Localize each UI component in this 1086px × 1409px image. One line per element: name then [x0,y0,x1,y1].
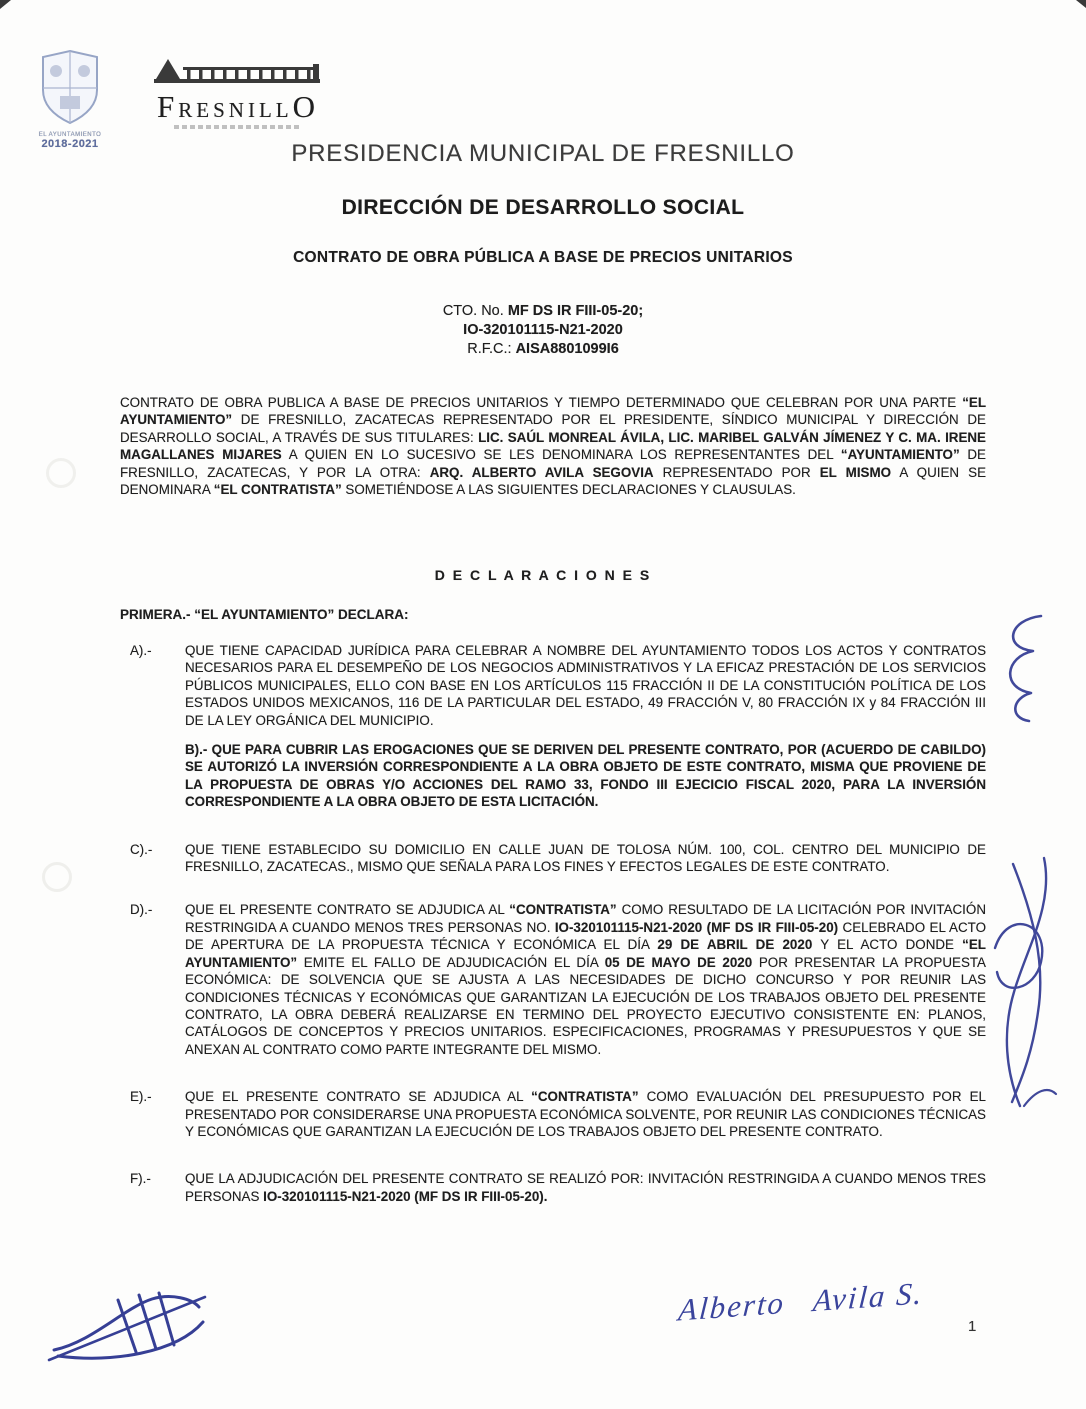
rfc-line: R.F.C.: AISA8801099I6 [467,341,619,357]
item-label: E).- [130,1089,152,1105]
fresnillo-logo [148,56,328,129]
item-label [130,741,185,811]
item-text: QUE EL PRESENTE CONTRATO SE ADJUDICA AL “CONTRATISTA” COMO RESULTADO DE LA LICITACIÓN POR INVITACIÓN RESTRINGIDA A CUANDO MENOS TRES PERSONAS NO. IO-320101115-N21-2020 (MF DS IR FIII-05-20) CELEBRADO EL ACTO DE APERTURA DE LA PROPUESTA TÉCNICA Y ECONÓMICA EL DÍA 29 DE ABRIL DE 2020 Y EL ACTO DONDE “EL AYUNTAMIENTO” EMITE EL FALLO DE ADJUDICACIÓN EL DÍA 05 DE MAYO DE 2020 POR PRESENTAR LA PROPUESTA ECONÓMICA: DE SOLVENCIA QUE SE AJUSTA A LAS NECESIDADES DE DICHO CONCURSO Y POR REUNIR LAS CONDICIONES TÉCNICAS Y ECONÓMICAS QUE GARANTIZAN LA EJECUCIÓN DE LOS TRABAJOS OBJETO DEL PRESENTE CONTRATO, LA OBRA DEBERÁ REALIZARSE EN TERMINO DEL PROYECTO EJECUTIVO CONSISTENTE EN: PLANOS, CATÁLOGOS DE CONCEPTOS Y PRECIOS UNITARIOS. ESPECIFICACIONES, PROGRAMAS Y PRESUPUESTOS Y QUE SE ANEXAN AL CONTRATO COMO PARTE INTEGRANTE DEL MISMO. [185,902,987,1057]
primera-heading: PRIMERA.- “EL AYUNTAMIENTO” DECLARA: [120,607,409,622]
page-number: 1 [968,1318,977,1335]
tender-number-line: IO-320101115-N21-2020 [463,322,623,338]
declaration-item-e [130,1088,986,1140]
crest-years: 2018-2021 [41,138,99,150]
declaration-item-f [130,1170,986,1205]
scan-corner-mark-right [1076,0,1086,8]
logo-tagline-illegible [174,125,302,129]
signature-last-name: Avila S. [811,1275,925,1319]
intro-paragraph: CONTRATO DE OBRA PUBLICA A BASE DE PRECIOS UNITARIOS Y TIEMPO DETERMINADO QUE CELEBRAN POR UNA PARTE “EL AYUNTAMIENTO” DE FRESNILLO, ZACATECAS REPRESENTADO POR EL PRESIDENTE, SÍNDICO MUNICIPAL Y DIRECCIÓN DE DESARROLLO SOCIAL, A TRAVÉS DE SUS TITULARES: LIC. SAÚL MONREAL ÁVILA, LIC. MARIBEL GALVÁN JÍMENEZ Y C. MA. IRENE MAGALLANES MIJARES A QUIEN EN LO SUCESIVO SE LES DENOMINARA LOS REPRESENTANTES DEL “AYUNTAMIENTO” DE FRESNILLO, ZACATECAS, Y POR LA OTRA: ARQ. ALBERTO AVILA SEGOVIA REPRESENTADO POR EL MISMO A QUIEN SE DENOMINARA “EL CONTRATISTA” SOMETIÉNDOSE A LAS SIGUIENTES DECLARACIONES Y CLAUSULAS. [120,395,986,498]
item-text: QUE TIENE CAPACIDAD JURÍDICA PARA CELEBRAR A NOMBRE DEL AYUNTAMIENTO TODOS LOS ACTOS Y CONTRATOS NECESARIOS PARA EL DESEMPEÑO DE LOS NEGOCIOS ADMINISTRATIVOS Y LA EFICAZ PRESTACIÓN DE LOS SERVICIOS PÚBLICOS MUNICIPALES, ELLO CON BASE EN LOS ARTÍCULOS 115 FRACCIÓN II DE LA CONSTITUCIÓN POLÍTICA DE LOS ESTADOS UNIDOS MEXICANOS, 116 DE LA PARTICULAR DEL ESTADO, 49 FRACCIÓN V, 80 FRACCIÓN IX y 84 FRACCIÓN III DE LA LEY ORGÁNICA DEL MUNICIPIO. [185,643,986,728]
fresnillo-wordmark [148,91,328,122]
building-silhouette-icon [153,56,323,84]
signature-first-name: Alberto [677,1284,787,1328]
item-label: C).- [130,841,153,857]
item-text: QUE TIENE ESTABLECIDO SU DOMICILIO EN CALLE JUAN DE TOLOSA NÚM. 100, COL. CENTRO DEL MUNICIPIO DE FRESNILLO, ZACATECAS., MISMO QUE SEÑALA PARA LOS FINES Y EFECTOS LEGALES DE ESTE CONTRATO. [185,841,986,875]
punch-hole-artifact [46,458,76,488]
item-label: A).- [130,643,152,658]
contract-number-line: CTO. No. MF DS IR FIII-05-20; [442,303,644,319]
margin-scribble-icon [1010,616,1041,721]
contractor-signature [677,1271,979,1328]
item-text: QUE EL PRESENTE CONTRATO SE ADJUDICA AL “CONTRATISTA” COMO EVALUACIÓN DEL PRESUPUESTO POR EL PRESENTADO POR CONSIDERARSE UNA PROPUESTA ECONÓMICA SOLVENTE, POR REUNIR LAS CONDICIONES TÉCNICAS Y ECONÓMICAS QUE GARANTIZAN LA EJECUCIÓN DE LOS TRABAJOS OBJETO DEL PRESENTE CONTRATO. [185,1089,986,1139]
contract-number-block [0,302,1086,359]
department-heading: DIRECCIÓN DE DESARROLLO SOCIAL [341,196,745,219]
wordmark-letter-o: O [292,89,319,124]
wordmark-letter-f: F [157,89,179,124]
wordmark-middle: RESNILL [178,98,293,122]
declaration-item-a [130,642,986,729]
punch-hole-artifact [42,862,72,892]
shield-icon [38,48,102,126]
declaraciones-heading: D E C L A R A C I O N E S [434,567,652,583]
crest-caption: EL AYUNTAMIENTO [38,132,102,138]
item-label: D).- [130,902,153,918]
margin-signature-icon [995,858,1056,1106]
bottom-left-signature-icon [49,1293,205,1360]
declaration-item-d [130,901,986,1058]
item-text: B).- QUE PARA CUBRIR LAS EROGACIONES QUE SE DERIVEN DEL PRESENTE CONTRATO, POR (ACUERDO DE CABILDO) SE AUTORIZÓ LA INVERSIÓN CORRESPONDIENTE A LA OBRA OBJETO DE ESTE CONTRATO, MISMA QUE PROVIENE DE LA PROPUESTA DE OBRAS Y/O ACCIONES DEL RAMO 33, FONDO III EJECICIO FISCAL 2020, PARA LA INVERSIÓN CORRESPONDIENTE A LA OBRA OBJETO DE ESTA LICITACIÓN. [185,742,986,810]
scan-corner-mark-left [0,0,11,9]
document-title: PRESIDENCIA MUNICIPAL DE FRESNILLO [291,140,795,167]
item-text: QUE LA ADJUDICACIÓN DEL PRESENTE CONTRATO SE REALIZÓ POR: INVITACIÓN RESTRINGIDA A CUANDO MENOS TRES PERSONAS IO-320101115-N21-2020 (MF DS IR FIII-05-20). [185,1171,986,1204]
declaration-item-c [130,841,986,876]
municipal-crest-logo [30,48,110,150]
declaration-items [130,642,986,1205]
declaration-item-b [130,741,986,811]
contract-type-heading: CONTRATO DE OBRA PÚBLICA A BASE DE PRECIOS UNITARIOS [293,249,793,266]
item-label: F).- [130,1171,151,1187]
